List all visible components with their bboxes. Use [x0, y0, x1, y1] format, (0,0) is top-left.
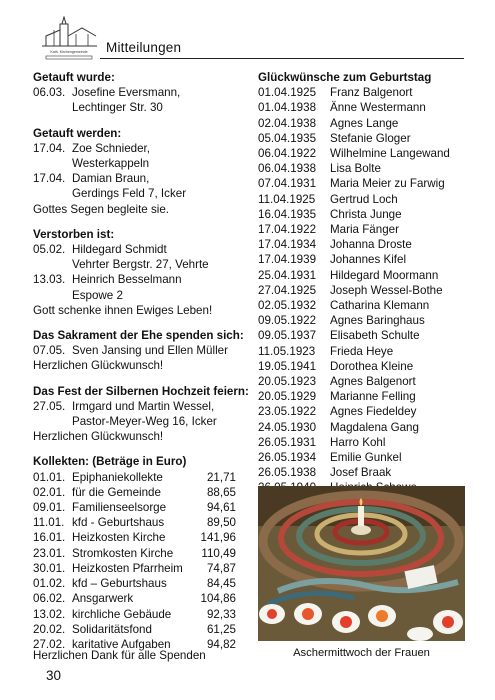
list-item — [33, 85, 238, 100]
list-item — [33, 141, 238, 156]
collection-date: 16.01. — [33, 531, 66, 545]
entry-name: Josefine Eversmann, — [72, 86, 181, 100]
collection-amount: 110,49 — [201, 546, 236, 560]
entry-name: Damian Braun, — [72, 172, 150, 186]
table-row — [33, 530, 238, 545]
list-item — [258, 131, 473, 146]
right-column — [258, 70, 473, 511]
birthday-date: 11.05.1923 — [258, 344, 316, 358]
birthday-name: Josef Braak — [330, 466, 392, 480]
section-heading-silberhochzeit: Das Fest der Silbernen Hochzeit feiern: — [33, 384, 249, 398]
birthday-date: 07.04.1931 — [258, 177, 317, 191]
birthday-date: 09.05.1922 — [258, 314, 317, 328]
collection-date: 23.01. — [33, 546, 66, 560]
list-item — [258, 374, 473, 389]
collection-amount: 88,65 — [206, 485, 236, 499]
birthday-date: 26.05.1938 — [258, 466, 317, 480]
birthday-date: 17.04.1939 — [258, 253, 317, 267]
collection-date: 01.02. — [33, 577, 66, 591]
section-closing: Herzlichen Glückwunsch! — [33, 430, 164, 444]
list-item — [33, 272, 238, 287]
table-row — [33, 622, 238, 637]
birthday-name: Johanna Droste — [330, 238, 412, 252]
collection-date: 01.01. — [33, 470, 66, 484]
header-rule — [100, 58, 464, 59]
collection-date: 02.01. — [33, 485, 66, 499]
collection-amount: 61,25 — [206, 622, 236, 636]
birthday-name: Agnes Lange — [330, 116, 399, 130]
birthday-date: 19.05.1941 — [258, 359, 317, 373]
entry-date: 17.04. — [33, 141, 66, 155]
section-closing: Gott schenke ihnen Ewiges Leben! — [33, 303, 213, 317]
birthday-date: 06.04.1922 — [258, 147, 317, 161]
list-item — [258, 298, 473, 313]
collection-date: 13.02. — [33, 607, 66, 621]
collection-date: 06.02. — [33, 592, 66, 606]
collection-purpose: Heizkosten Pfarrheim — [72, 561, 183, 575]
birthday-name: Marianne Felling — [330, 390, 416, 404]
birthday-name: Maria Fänger — [330, 223, 399, 237]
list-item — [258, 207, 473, 222]
list-item — [258, 237, 473, 252]
page-title: Mitteilungen — [106, 40, 182, 55]
list-item — [258, 283, 473, 298]
entry-address: Lechtinger Str. 30 — [72, 101, 163, 115]
birthday-name: Lisa Bolte — [330, 162, 381, 176]
birthday-name: Magdalena Gang — [330, 420, 419, 434]
table-row — [33, 607, 238, 622]
table-row — [33, 591, 238, 606]
entry-name: Hildegard Schmidt — [72, 243, 167, 257]
left-column — [33, 70, 249, 652]
list-item — [33, 242, 238, 257]
section-heading-verstorben: Verstorben ist: — [33, 227, 115, 241]
entry-name: Zoe Schnieder, — [72, 141, 150, 155]
list-item — [258, 222, 473, 237]
collection-date: 27.02. — [33, 637, 66, 651]
collection-amount: 94,82 — [206, 637, 236, 651]
table-row — [33, 546, 238, 561]
list-item — [33, 343, 238, 358]
section-heading-getauft-werden: Getauft werden: — [33, 126, 122, 140]
list-item — [258, 465, 473, 480]
entry-date: 07.05. — [33, 344, 66, 358]
birthday-date: 01.04.1938 — [258, 101, 317, 115]
entry-date: 27.05. — [33, 399, 66, 413]
list-item — [258, 404, 473, 419]
collection-date: 09.01. — [33, 501, 66, 515]
birthday-name: Hildegard Moormann — [330, 268, 439, 282]
birthday-date: 05.04.1935 — [258, 131, 317, 145]
section-heading-ehe: Das Sakrament der Ehe spenden sich: — [33, 329, 244, 343]
collection-date: 11.01. — [33, 516, 65, 530]
list-item — [258, 328, 473, 343]
list-item — [258, 435, 473, 450]
section-heading-kollekten: Kollekten: (Beträge in Euro) — [33, 455, 187, 469]
section-closing: Herzlichen Glückwunsch! — [33, 359, 164, 373]
list-item — [258, 420, 473, 435]
birthday-name: Wilhelmine Langewand — [330, 147, 450, 161]
entry-date: 06.03. — [33, 86, 66, 100]
birthday-name: Catharina Klemann — [330, 299, 430, 313]
table-row — [33, 576, 238, 591]
entry-name: Sven Jansing und Ellen Müller — [72, 344, 228, 358]
birthday-name: Maria Meier zu Farwig — [330, 177, 445, 191]
birthday-name: Gertrud Loch — [330, 192, 398, 206]
logo-text: Kath. Kirchengemeinde — [50, 50, 88, 54]
collection-purpose: karitative Aufgaben — [72, 637, 171, 651]
birthday-name: Dorothea Kleine — [330, 359, 414, 373]
birthday-name: Stefanie Gloger — [330, 131, 411, 145]
entry-address: Gerdings Feld 7, Icker — [72, 187, 187, 201]
entry-address: Pastor-Meyer-Weg 16, Icker — [72, 415, 217, 429]
table-row — [33, 470, 238, 485]
birthday-name: Emilie Gunkel — [330, 451, 402, 465]
table-row — [33, 485, 238, 500]
collection-amount: 104,86 — [200, 592, 236, 606]
birthday-date: 26.05.1931 — [258, 435, 317, 449]
section-heading-getauft-wurde: Getauft wurde: — [33, 71, 115, 84]
collection-date: 20.02. — [33, 622, 66, 636]
collection-amount: 21,71 — [206, 470, 236, 484]
event-photo — [258, 486, 465, 641]
entry-date: 05.02. — [33, 243, 66, 257]
list-item — [258, 116, 473, 131]
entry-address: Espowe 2 — [72, 288, 123, 302]
birthday-name: Christa Junge — [330, 207, 402, 221]
table-row — [33, 515, 238, 530]
birthday-date: 11.04.1925 — [258, 192, 316, 206]
birthday-date: 20.05.1929 — [258, 390, 317, 404]
birthday-date: 02.05.1932 — [258, 299, 317, 313]
collection-amount: 84,45 — [206, 577, 236, 591]
birthday-date: 09.05.1937 — [258, 329, 317, 343]
list-item — [258, 268, 473, 283]
church-logo — [40, 16, 98, 68]
table-row — [33, 500, 238, 515]
birthday-name: Änne Westermann — [330, 101, 426, 115]
birthday-name: Agnes Baringhaus — [330, 314, 425, 328]
entry-address: Vehrter Bergstr. 27, Vehrte — [72, 258, 209, 272]
list-item — [33, 171, 238, 186]
collection-purpose: Solidaritätsfond — [72, 622, 152, 636]
birthday-date: 06.04.1938 — [258, 162, 317, 176]
list-item — [258, 146, 473, 161]
list-item — [258, 389, 473, 404]
collection-amount: 141,96 — [200, 531, 236, 545]
birthday-date: 20.05.1923 — [258, 375, 317, 389]
collection-purpose: für die Gemeinde — [72, 485, 161, 499]
entry-name: Heinrich Besselmann — [72, 273, 182, 287]
list-item — [258, 359, 473, 374]
birthday-date: 17.04.1934 — [258, 238, 317, 252]
birthday-name: Agnes Fiedeldey — [330, 405, 417, 419]
section-heading-birthdays: Glückwünsche zum Geburtstag — [258, 71, 432, 84]
collection-amount: 74,87 — [206, 561, 236, 575]
entry-name: Irmgard und Martin Wessel, — [72, 399, 215, 413]
birthday-date: 27.04.1925 — [258, 283, 317, 297]
birthday-date: 01.04.1925 — [258, 86, 317, 100]
birthday-name: Agnes Balgenort — [330, 375, 416, 389]
collection-purpose: kirchliche Gebäude — [72, 607, 172, 621]
list-item — [258, 344, 473, 359]
collection-purpose: kfd – Geburtshaus — [72, 577, 167, 591]
list-item — [258, 252, 473, 267]
collection-amount: 92,33 — [206, 607, 236, 621]
collection-purpose: Heizkosten Kirche — [72, 531, 166, 545]
birthday-name: Franz Balgenort — [330, 86, 413, 100]
collection-date: 30.01. — [33, 561, 66, 575]
entry-address: Westerkappeln — [72, 157, 150, 171]
collection-amount: 94,61 — [206, 501, 236, 515]
birthday-date: 26.05.1934 — [258, 451, 317, 465]
list-item — [258, 161, 473, 176]
entry-date: 13.03. — [33, 273, 66, 287]
birthday-name: Harro Kohl — [330, 435, 386, 449]
birthday-name: Frieda Heye — [330, 344, 394, 358]
list-item — [258, 192, 473, 207]
birthday-name: Elisabeth Schulte — [330, 329, 420, 343]
photo-caption: Aschermittwoch der Frauen — [293, 647, 430, 659]
collection-purpose: Familienseelsorge — [72, 501, 167, 515]
list-item — [258, 85, 473, 100]
collection-amount: 89,50 — [206, 516, 236, 530]
birthday-date: 24.05.1930 — [258, 420, 317, 434]
list-item — [33, 399, 238, 414]
birthday-name: Joseph Wessel-Bothe — [330, 283, 443, 297]
collection-purpose: Stromkosten Kirche — [72, 546, 174, 560]
entry-date: 17.04. — [33, 172, 66, 186]
list-item — [258, 313, 473, 328]
birthday-date: 17.04.1922 — [258, 223, 317, 237]
collection-purpose: Ansgarwerk — [72, 592, 134, 606]
list-item — [258, 450, 473, 465]
section-closing: Gottes Segen begleite sie. — [33, 202, 169, 216]
list-item — [258, 176, 473, 191]
birthday-date: 02.04.1938 — [258, 116, 317, 130]
collection-purpose: kfd - Geburtshaus — [72, 516, 165, 530]
birthday-date: 16.04.1935 — [258, 207, 317, 221]
table-row — [33, 561, 238, 576]
page-number: 30 — [46, 668, 62, 683]
birthday-date: 25.04.1931 — [258, 268, 317, 282]
donation-thanks: Herzlichen Dank für alle Spenden — [33, 649, 206, 662]
birthday-name: Johannes Kifel — [330, 253, 407, 267]
collection-purpose: Epiphaniekollekte — [72, 470, 163, 484]
list-item — [258, 100, 473, 115]
birthday-date: 23.05.1922 — [258, 405, 317, 419]
